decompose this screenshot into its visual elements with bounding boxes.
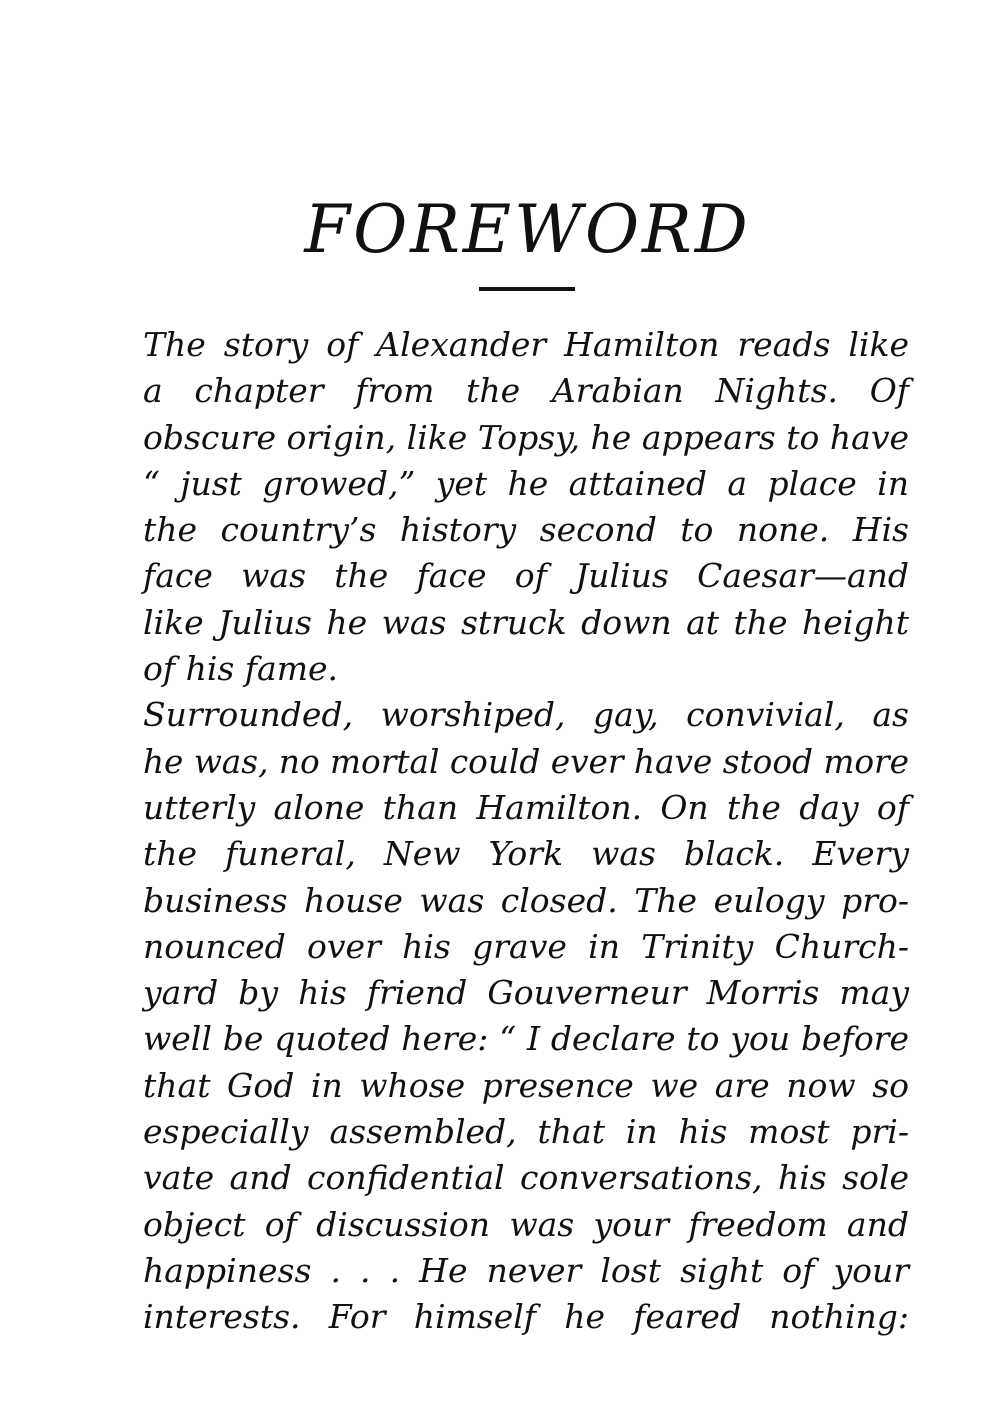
text-line: like Julius he was struck down at the height [143, 602, 909, 642]
text-line: “ just growed,” yet he attained a place in [143, 463, 909, 503]
text-line: business house was closed. The eulogy pro- [143, 880, 909, 920]
text-line: Surrounded, worshiped, gay, convivial, as [143, 695, 909, 735]
paragraph [143, 322, 909, 692]
text-line: the country’s history second to none. His [143, 510, 909, 550]
paragraph [143, 692, 909, 1340]
title-rule [479, 287, 575, 291]
text-line: nounced over his grave in Trinity Church- [143, 926, 909, 966]
foreword-body [143, 322, 909, 1341]
text-line: the funeral, New York was black. Every [143, 834, 909, 874]
text-line: vate and confidential conversations, his sole [143, 1158, 909, 1198]
text-line: obscure origin, like Topsy, he appears to have [143, 417, 909, 457]
text-line: a chapter from the Arabian Nights. Of [143, 371, 909, 411]
text-line: interests. For himself he feared nothing: [143, 1297, 909, 1337]
text-line: yard by his friend Gouverneur Morris may [143, 973, 909, 1013]
text-line: face was the face of Julius Caesar—and [143, 556, 909, 596]
text-line: that God in whose presence we are now so [143, 1065, 909, 1105]
text-line: object of discussion was your freedom and [143, 1204, 909, 1244]
text-line: The story of Alexander Hamilton reads like [143, 325, 909, 364]
page-title: FOREWORD [304, 191, 751, 268]
text-line: well be quoted here: “ I declare to you before [143, 1019, 909, 1059]
text-line: he was, no mortal could ever have stood more [143, 741, 910, 781]
text-line: happiness . . . He never lost sight of your [143, 1250, 909, 1290]
text-line: of his fame. [143, 649, 339, 689]
text-line: especially assembled, that in his most pri- [143, 1112, 909, 1152]
text-line: utterly alone than Hamilton. On the day of [143, 787, 909, 827]
